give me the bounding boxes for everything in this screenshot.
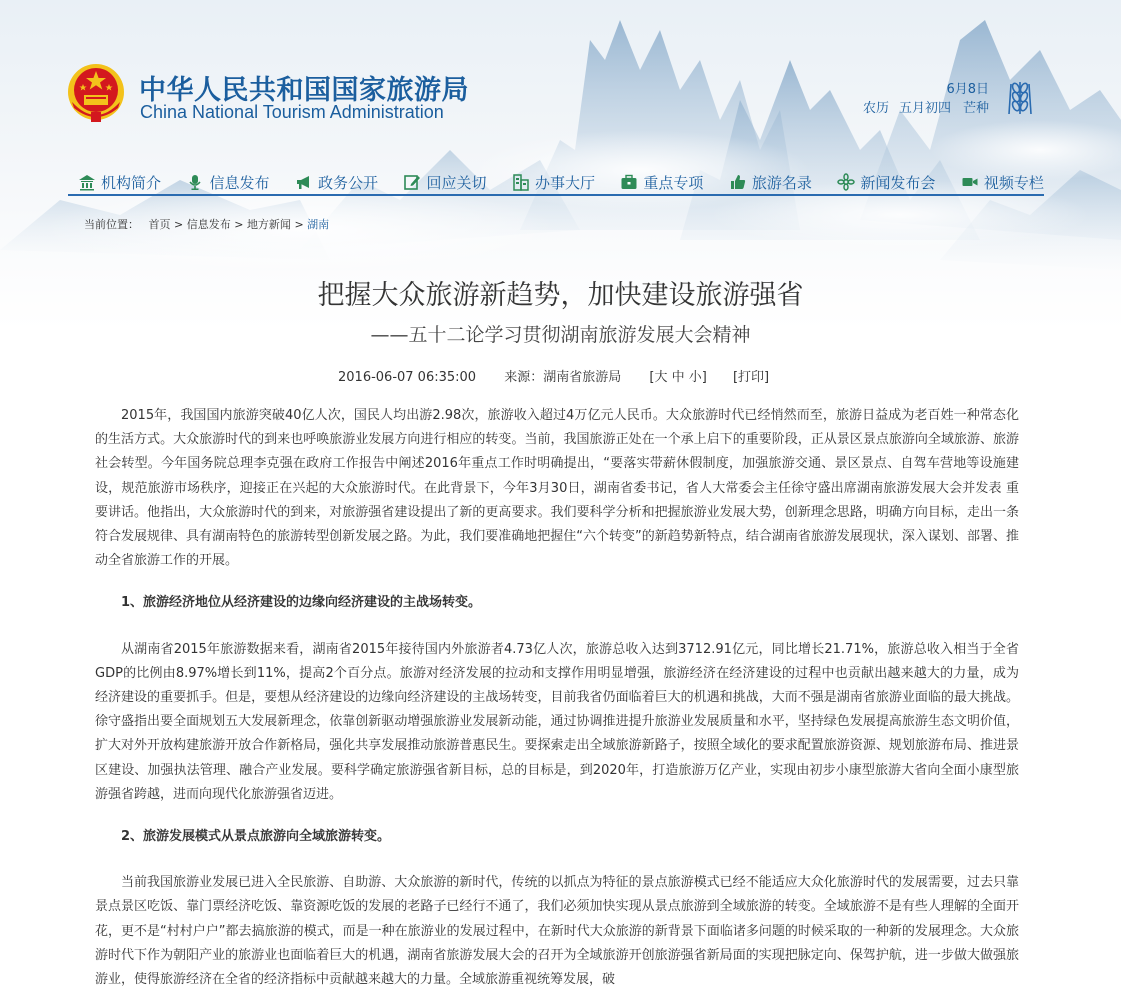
thumbs-up-icon [729, 173, 747, 191]
breadcrumb-label: 当前位置： [84, 218, 139, 231]
print-link[interactable]: [打印] [732, 370, 770, 385]
nav-item-video[interactable] [961, 168, 1044, 196]
nav-label: 办事大厅 [534, 173, 595, 192]
nav-label: 旅游名录 [751, 173, 812, 192]
site-title-cn[interactable]: 中华人民共和国国家旅游局 [139, 75, 469, 106]
article-source: 来源：湖南省旅游局 [504, 370, 622, 385]
paragraph: 从湖南省2015年旅游数据来看，湖南省2015年接待国内外旅游者4.73亿人次，旅游总收入达到3712.91亿元，同比增长21.71%，旅游总收入相当于全省GDP的比例由8.97%增长到11%，提高2个百分点。旅游对经济发展的拉动和支撑作用明显增强，旅游经济在经济建设的过程中也贡献出越来越大的力量，成为经济建设的重要抓手。但是，要想从经济建设的边缘向经济建设的主战场转变，目前我省仍面临着巨大的机遇和挑战，大而不强是湖南省旅游业面临的最大挑战。徐守盛指出要全面规划五大发展新理念，依靠创新驱动增强旅游业发展新动能，通过协调推进提升旅游业发展质量和水平，坚持绿色发展提高旅游生态文明价值，扩大对外开放构建旅游开放合作新格局，强化共享发展推动旅游普惠民生。要探索走出全域旅游新路子，按照全域化的要求配置旅游资源、规划旅游布局、推进景区建设、加强执法管理、融合产业发展。要科学确定旅游强省新目标，总的目标是，到2020年，打造旅游万亿产业，实现由初步小康型旅游大省向全面小康型旅游强省跨越，进而向现代化旅游强省迈进。 [95, 641, 1019, 802]
megaphone-icon [295, 173, 313, 191]
font-size-controls[interactable]: [大 中 小] [649, 370, 707, 385]
edit-icon [403, 173, 421, 191]
nav-label: 信息发布 [209, 173, 270, 192]
flower-icon [837, 173, 855, 191]
breadcrumb-local-news[interactable]: 地方新闻 [246, 218, 291, 231]
briefcase-icon [620, 173, 638, 191]
breadcrumb-sep: > [294, 218, 304, 231]
nav-item-about[interactable] [78, 168, 161, 196]
breadcrumb-sep: > [234, 218, 244, 231]
nav-item-response[interactable] [403, 168, 486, 196]
nav-label: 新闻发布会 [860, 173, 936, 192]
nav-item-directory[interactable] [729, 168, 812, 196]
breadcrumb-info[interactable]: 信息发布 [186, 218, 231, 231]
paragraph: 当前我国旅游业发展已进入全民旅游、自助游、大众旅游的新时代，传统的以抓点为特征的景点旅游模式已经不能适应大众化旅游时代的发展需要，过去只靠景点景区吃饭、靠门票经济吃饭、靠资源吃饭的发展的老路子已经行不通了，我们必须加快实现从景点旅游到全域旅游的转变。全域旅游不是有些人理解的全面开花，更不是“村村户户”都去搞旅游的模式，而是一种在旅游业的发展过程中，在新时代大众旅游的新背景下面临诸多问题的时候采取的一种新的发展理念。大众旅游时代下作为朝阳产业的旅游业也面临着巨大的机遇，湖南省旅游发展大会的召开为全域旅游开创旅游强省新局面的实现把脉定向、保驾护航，进一步做大做强旅游业，使得旅游经济在全省的经济指标中贡献越来越大的力量。全域旅游重视统筹发展，破 [95, 875, 1019, 988]
nav-label: 视频专栏 [983, 173, 1044, 192]
article-subtitle: ——五十二论学习贯彻湖南旅游发展大会精神 [370, 324, 751, 346]
nav-divider [68, 194, 1044, 196]
national-emblem-icon [66, 62, 126, 124]
breadcrumb-current[interactable]: 湖南 [307, 218, 330, 231]
office-icon [512, 173, 530, 191]
nav-item-service-hall[interactable] [512, 168, 595, 196]
video-camera-icon [961, 173, 979, 191]
nav-item-open-gov[interactable] [295, 168, 378, 196]
nav-label: 重点专项 [643, 173, 704, 192]
microphone-icon [186, 173, 204, 191]
site-title-en[interactable]: China National Tourism Administration [140, 102, 444, 122]
article-meta [338, 366, 769, 385]
date-box [863, 80, 989, 118]
breadcrumb-home[interactable]: 首页 [148, 218, 171, 231]
article-title: 把握大众旅游新趋势，加快建设旅游强省 [317, 280, 804, 311]
lunar-label: 农历 [862, 101, 889, 116]
nav-item-press[interactable] [837, 168, 935, 196]
lunar-date [863, 99, 989, 118]
wheat-icon [1005, 78, 1035, 116]
section-heading: 1、旅游经济地位从经济建设的边缘向经济建设的主战场转变。 [121, 595, 482, 611]
publish-datetime: 2016-06-07 06:35:00 [338, 370, 477, 385]
nav-label: 政务公开 [317, 173, 378, 192]
solar-term: 芒种 [962, 101, 989, 116]
nav-label: 回应关切 [426, 173, 487, 192]
section-heading: 2、旅游发展模式从景点旅游向全域旅游转变。 [121, 829, 391, 845]
main-nav [78, 168, 1044, 196]
solar-date: 6月8日 [946, 82, 989, 97]
nav-item-key-projects[interactable] [620, 168, 703, 196]
nav-label: 机构简介 [101, 173, 162, 192]
breadcrumb-sep: > [174, 218, 184, 231]
article-body [95, 404, 1019, 992]
breadcrumb [84, 216, 329, 232]
nav-item-info[interactable] [186, 168, 269, 196]
building-icon [78, 173, 96, 191]
paragraph: 2015年，我国国内旅游突破40亿人次，国民人均出游2.98次，旅游收入超过4万亿元人民币。大众旅游时代已经悄然而至，旅游日益成为老百姓一种常态化的生活方式。大众旅游时代的到来也呼唤旅游业发展方向进行相应的转变。当前，我国旅游正处在一个承上启下的重要阶段，正从景区景点旅游向全域旅游、旅游社会转型。今年国务院总理李克强在政府工作报告中阐述2016年重点工作时明确提出，“要落实带薪休假制度，加强旅游交通、景区景点、自驾车营地等设施建设，规范旅游市场秩序，迎接正在兴起的大众旅游时代。在此背景下，今年3月30日，湖南省委书记，省人大常委会主任徐守盛出席湖南旅游发展大会并发表 重要讲话。他指出，大众旅游时代的到来，对旅游强省建设提出了新的更高要求。我们要科学分析和把握旅游业发展大势，创新理念思路，明确方向目标，走出一条符合发展规律、具有湖南特色的旅游转型创新发展之路。为此，我们要准确地把握住“六个转变”的新趋势新特点，结合湖南省旅游发展现状，深入谋划、部署、推动全省旅游工作的开展。 [95, 408, 1019, 569]
lunar-day: 五月初四 [898, 101, 951, 116]
